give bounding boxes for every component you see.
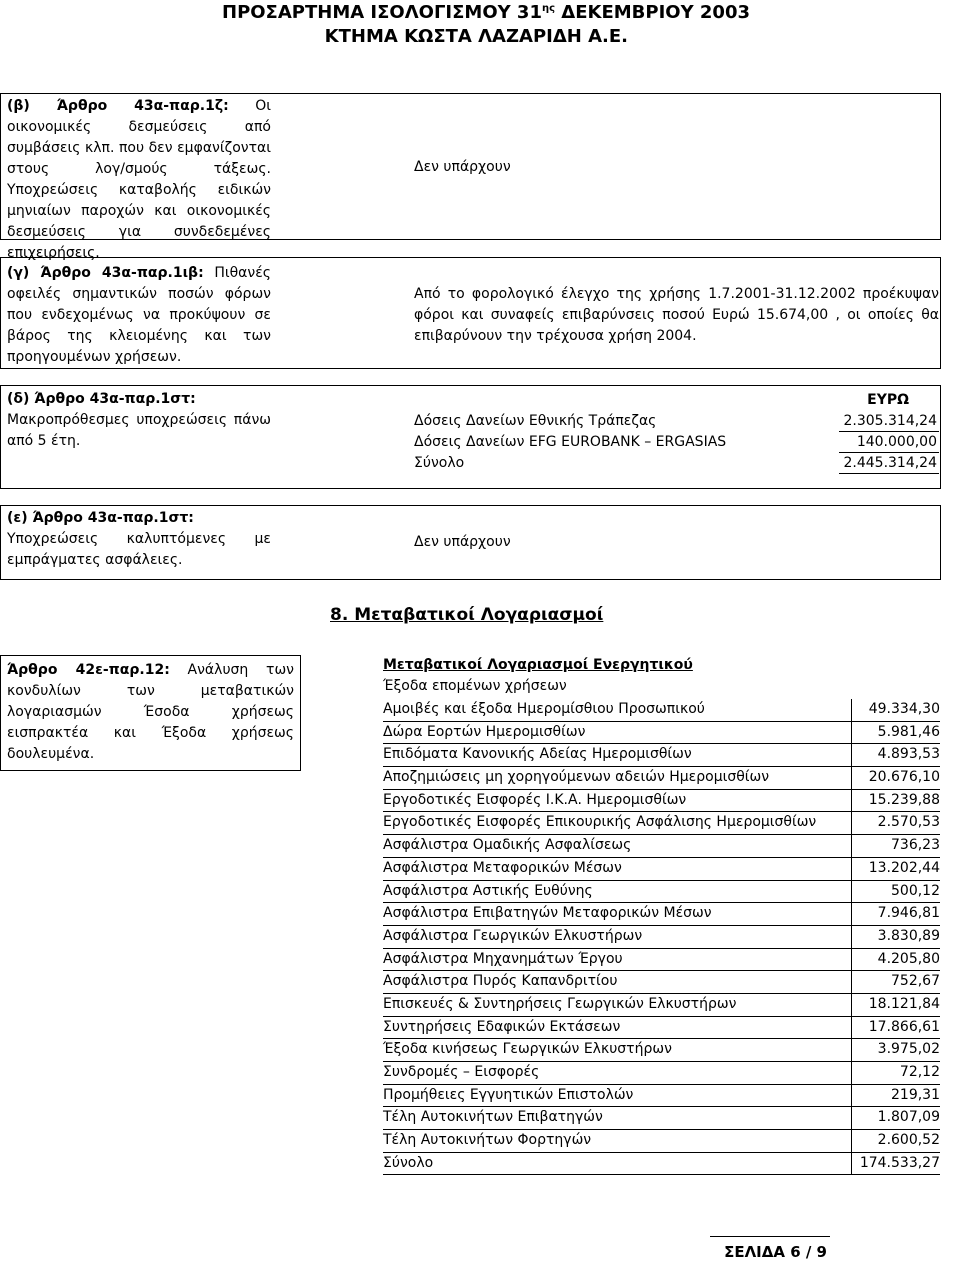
row-label: Τέλη Αυτοκινήτων Επιβατηγών bbox=[383, 1109, 603, 1126]
column-separator bbox=[851, 812, 852, 835]
column-separator bbox=[851, 881, 852, 904]
row-label: Δώρα Εορτών Ημερομισθίων bbox=[383, 723, 586, 740]
section-b-left bbox=[7, 96, 271, 264]
total-row bbox=[383, 1153, 940, 1176]
row-amount: 1.807,09 bbox=[877, 1109, 940, 1126]
table-row bbox=[383, 949, 940, 972]
row-label: Ασφάλιστρα Αστικής Ευθύνης bbox=[383, 882, 593, 899]
section-g-left bbox=[7, 263, 271, 368]
table-row bbox=[383, 835, 940, 858]
transitional-table-title: Μεταβατικοί Λογαριασμοί Ενεργητικού bbox=[383, 657, 693, 673]
row-label: Αποζημιώσεις μη χορηγούμενων αδειών Ημερομισθίων bbox=[383, 769, 770, 786]
column-separator bbox=[851, 858, 852, 881]
document-header-company: ΚΤΗΜΑ ΚΩΣΤΑ ΛΑΖΑΡΙΔΗ Α.Ε. bbox=[324, 26, 628, 47]
table-row bbox=[383, 926, 940, 949]
loan-row-label: Δόσεις Δανείων EFG EUROBANK – ERGASIAS bbox=[414, 434, 727, 450]
section-d-box bbox=[0, 385, 941, 489]
document-header-line1 bbox=[222, 2, 750, 23]
section-b-box bbox=[0, 93, 941, 261]
table-row bbox=[383, 903, 940, 926]
loan-row-value: 2.305.314,24 bbox=[843, 413, 937, 429]
section-d-title: (δ) Άρθρο 43α-παρ.1στ: bbox=[7, 391, 196, 407]
row-label: Επισκευές & Συντηρήσεις Γεωργικών Ελκυστήρων bbox=[383, 995, 737, 1012]
row-amount: 3.975,02 bbox=[877, 1041, 940, 1058]
row-label: Ασφάλιστρα Μηχανημάτων Έργου bbox=[383, 950, 623, 967]
table-row bbox=[383, 790, 940, 813]
section-e-right: Δεν υπάρχουν bbox=[414, 534, 511, 550]
row-amount: 4.893,53 bbox=[877, 746, 940, 763]
column-separator bbox=[851, 994, 852, 1017]
row-amount: 4.205,80 bbox=[877, 950, 940, 967]
section-e-left bbox=[7, 508, 271, 571]
table-row bbox=[383, 1130, 940, 1153]
column-separator bbox=[851, 790, 852, 813]
section-e-title: (ε) Άρθρο 43α-παρ.1στ: bbox=[7, 510, 194, 526]
row-amount: 20.676,10 bbox=[868, 769, 940, 786]
row-amount: 15.239,88 bbox=[868, 791, 940, 808]
header-title-sup: ης bbox=[541, 3, 556, 14]
footer-rule bbox=[710, 1236, 830, 1237]
row-label: Ασφάλιστρα Μεταφορικών Μέσων bbox=[383, 859, 622, 876]
section-e-text: Υποχρεώσεις καλυπτόμενες με εμπράγματες ασφάλειες. bbox=[7, 531, 271, 568]
row-amount: 13.202,44 bbox=[868, 859, 940, 876]
row-amount: 736,23 bbox=[891, 837, 940, 854]
table-row bbox=[383, 1017, 940, 1040]
row-amount: 7.946,81 bbox=[877, 905, 940, 922]
section-d-left bbox=[7, 389, 271, 452]
loan-total-row bbox=[414, 453, 939, 474]
column-separator bbox=[851, 1039, 852, 1062]
page-number: ΣΕΛΙΔΑ 6 / 9 bbox=[724, 1243, 827, 1261]
column-separator bbox=[851, 699, 852, 722]
section-d-text: Μακροπρόθεσμες υποχρεώσεις πάνω από 5 έτη. bbox=[7, 412, 271, 449]
row-amount: 500,12 bbox=[891, 882, 940, 899]
row-label: Συντηρήσεις Εδαφικών Εκτάσεων bbox=[383, 1018, 621, 1035]
row-amount: 3.830,89 bbox=[877, 927, 940, 944]
table-row bbox=[383, 971, 940, 994]
row-label: Τέλη Αυτοκινήτων Φορτηγών bbox=[383, 1132, 592, 1149]
row-amount: 72,12 bbox=[899, 1064, 940, 1080]
row-amount: 17.866,61 bbox=[868, 1018, 940, 1035]
table-row bbox=[383, 994, 940, 1017]
article-42-box bbox=[0, 655, 301, 771]
section-b-text: Οι οικονομικές δεσμεύσεις από συμβάσεις κλπ. που δεν εμφανίζονται στους λογ/σμούς τάξεως. Υποχρεώσεις καταβολής ειδικών μηνιαίων παροχών και οικονομικές δεσμεύσεις για συνδεδεμένες επιχειρήσεις. bbox=[7, 98, 271, 261]
loan-row bbox=[414, 411, 939, 432]
column-separator bbox=[851, 903, 852, 926]
loan-total-value: 2.445.314,24 bbox=[843, 455, 937, 471]
table-row bbox=[383, 722, 940, 745]
row-amount: 2.570,53 bbox=[877, 814, 940, 831]
article-42-title: Άρθρο 42ε-παρ.12: bbox=[7, 662, 170, 678]
row-amount: 219,31 bbox=[891, 1086, 940, 1103]
row-amount: 49.334,30 bbox=[868, 701, 940, 717]
loan-row-value: 140.000,00 bbox=[856, 434, 937, 450]
article-42-text: Ανάλυση των κονδυλίων των μεταβατικών λογαριασμών Έσοδα χρήσεως εισπρακτέα και Έξοδα χρήσεως δουλευμένα. bbox=[7, 662, 294, 762]
loan-row bbox=[414, 432, 939, 453]
column-separator bbox=[851, 1062, 852, 1085]
loan-table bbox=[414, 390, 939, 474]
section-b-title: (β) Άρθρο 43α-παρ.1ζ: bbox=[7, 98, 229, 114]
section-g-box bbox=[0, 257, 941, 369]
loan-row-label: Δόσεις Δανείων Εθνικής Τράπεζας bbox=[414, 413, 657, 429]
section-e-box bbox=[0, 505, 941, 580]
row-label: Ασφάλιστρα Πυρός Καπανδριτίου bbox=[383, 973, 618, 990]
row-amount: 2.600,52 bbox=[877, 1132, 940, 1149]
table-row bbox=[383, 1062, 940, 1085]
article-42-text-block bbox=[7, 660, 294, 765]
row-label: Συνδρομές – Εισφορές bbox=[383, 1064, 540, 1080]
transitional-table-subtitle: Έξοδα επομένων χρήσεων bbox=[383, 678, 567, 694]
section-g-right: Από το φορολογικό έλεγχο της χρήσης 1.7.2001-31.12.2002 προέκυψαν φόροι και συναφείς επιβαρύνσεις ποσού Ευρώ 15.674,00 , οι οποίες θα επιβαρύνουν την τρέχουσα χρήση 2004. bbox=[414, 286, 939, 344]
table-row bbox=[383, 812, 940, 835]
row-amount: 174.533,27 bbox=[859, 1154, 940, 1171]
column-separator bbox=[851, 835, 852, 858]
transitional-rows bbox=[383, 699, 940, 1175]
loan-total-label: Σύνολο bbox=[414, 455, 465, 471]
column-separator bbox=[851, 767, 852, 790]
table-row bbox=[383, 1039, 940, 1062]
table-row bbox=[383, 1085, 940, 1108]
row-label: Έξοδα κινήσεως Γεωργικών Ελκυστήρων bbox=[383, 1041, 672, 1058]
header-title-suffix: ΔΕΚΕΜΒΡΙΟΥ 2003 bbox=[555, 2, 750, 23]
row-label: Προμήθειες Εγγυητικών Επιστολών bbox=[383, 1086, 634, 1103]
column-separator bbox=[851, 1107, 852, 1130]
column-separator bbox=[851, 1085, 852, 1108]
table-row bbox=[383, 1107, 940, 1130]
header-title-prefix: ΠΡΟΣΑΡΤΗΜΑ ΙΣΟΛΟΓΙΣΜΟΥ 31 bbox=[222, 2, 542, 23]
row-label: Σύνολο bbox=[383, 1154, 434, 1171]
row-label: Επιδόματα Κανονικής Αδείας Ημερομισθίων bbox=[383, 746, 692, 763]
row-label: Εργοδοτικές Εισφορές Ι.Κ.Α. Ημερομισθίων bbox=[383, 791, 687, 808]
column-separator bbox=[851, 1153, 852, 1176]
row-amount: 18.121,84 bbox=[868, 995, 940, 1012]
section-8-title: 8. Μεταβατικοί Λογαριασμοί bbox=[330, 605, 604, 625]
column-separator bbox=[851, 1130, 852, 1153]
row-amount: 5.981,46 bbox=[877, 723, 940, 740]
column-separator bbox=[851, 949, 852, 972]
loan-currency-header: ΕΥΡΩ bbox=[867, 392, 909, 408]
column-separator bbox=[851, 971, 852, 994]
section-b-right: Δεν υπάρχουν bbox=[414, 159, 511, 175]
loan-total-rule bbox=[839, 473, 939, 474]
column-separator bbox=[851, 744, 852, 767]
table-row bbox=[383, 858, 940, 881]
transitional-accounts-table bbox=[383, 655, 940, 1175]
section-g-text: Πιθανές οφειλές σημαντικών ποσών φόρων που ενδεχομένως να προκύψουν σε βάρος της κλειομένης και των προηγουμένων χρήσεων. bbox=[7, 265, 271, 365]
table-row bbox=[383, 699, 940, 722]
row-label: Ασφάλιστρα Γεωργικών Ελκυστήρων bbox=[383, 927, 643, 944]
table-row bbox=[383, 744, 940, 767]
row-label: Ασφάλιστρα Επιβατηγών Μεταφορικών Μέσων bbox=[383, 905, 712, 922]
row-amount: 752,67 bbox=[891, 973, 940, 990]
table-row bbox=[383, 767, 940, 790]
table-row bbox=[383, 881, 940, 904]
column-separator bbox=[851, 722, 852, 745]
column-separator bbox=[851, 1017, 852, 1040]
column-separator bbox=[851, 926, 852, 949]
row-label: Εργοδοτικές Εισφορές Επικουρικής Ασφάλισης Ημερομισθίων bbox=[383, 814, 817, 831]
section-g-title: (γ) Άρθρο 43α-παρ.1ιβ: bbox=[7, 265, 204, 281]
row-label: Ασφάλιστρα Ομαδικής Ασφαλίσεως bbox=[383, 837, 632, 854]
row-label: Αμοιβές και έξοδα Ημερομίσθιου Προσωπικού bbox=[383, 701, 705, 717]
